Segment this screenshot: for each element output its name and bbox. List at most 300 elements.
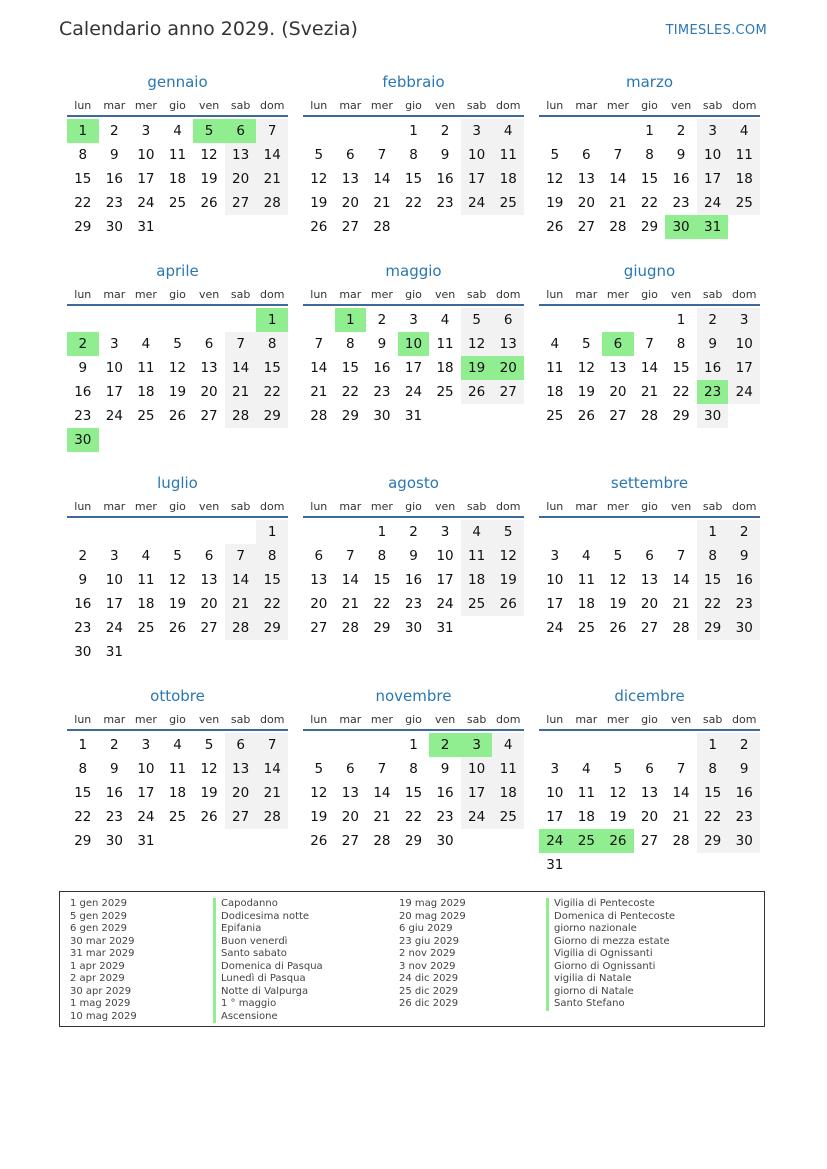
day-cell: 3	[440, 524, 450, 540]
day-cell: 4	[141, 548, 151, 564]
day-cell: 13	[341, 171, 359, 187]
day-cell: 3	[697, 119, 729, 143]
day-cell: 10	[461, 757, 493, 781]
weekday-label: dom	[731, 500, 757, 513]
holiday-day: 3	[461, 733, 493, 757]
day-cell: 5	[173, 548, 182, 564]
day-cell: 19	[310, 809, 328, 825]
legend-date: 20 mag 2029	[399, 910, 466, 922]
day-cell: 13	[640, 785, 659, 801]
weekday-label: mer	[370, 288, 393, 301]
month-divider	[539, 516, 760, 518]
day-cell: 24	[697, 191, 729, 215]
day-cell: 7	[676, 761, 686, 777]
day-cell: 28	[341, 620, 359, 636]
day-cell: 13	[310, 572, 328, 588]
month-divider	[303, 304, 524, 306]
weekday-label: ven	[670, 288, 692, 301]
day-cell: 4	[173, 737, 182, 753]
day-cell: 9	[728, 544, 760, 568]
day-cell: 18	[168, 171, 187, 187]
holiday-day: 1	[256, 308, 288, 332]
day-cell: 15	[404, 785, 423, 801]
month-divider	[539, 304, 760, 306]
day-cell: 13	[200, 572, 218, 588]
day-cell: 21	[640, 384, 659, 400]
day-cell: 5	[582, 336, 591, 352]
day-cell: 25	[728, 191, 760, 215]
holiday-day: 31	[697, 215, 729, 239]
day-cell: 15	[74, 171, 92, 187]
weekday-label: gio	[405, 713, 422, 726]
month-name: aprile	[156, 262, 199, 280]
holiday-day: 24	[539, 829, 571, 853]
day-cell: 5	[492, 520, 524, 544]
day-cell: 11	[577, 572, 595, 588]
day-cell: 27	[341, 219, 359, 235]
day-cell: 24	[404, 384, 423, 400]
day-cell: 22	[74, 195, 92, 211]
day-cell: 28	[640, 408, 659, 424]
day-cell: 23	[728, 805, 760, 829]
day-cell: 28	[373, 833, 391, 849]
month-name: novembre	[375, 687, 452, 705]
day-cell: 27	[200, 620, 218, 636]
day-cell: 16	[672, 171, 690, 187]
day-cell: 28	[373, 219, 391, 235]
day-cell: 7	[256, 119, 288, 143]
weekday-label: ven	[198, 500, 220, 513]
day-cell: 18	[461, 568, 493, 592]
day-cell: 22	[697, 592, 729, 616]
day-cell: 10	[137, 761, 155, 777]
day-cell: 17	[404, 360, 423, 376]
day-cell: 16	[105, 171, 123, 187]
day-cell: 14	[256, 757, 288, 781]
day-cell: 8	[346, 336, 355, 352]
weekday-label: dom	[731, 99, 757, 112]
day-cell: 21	[373, 195, 391, 211]
legend-date: 26 dic 2029	[399, 998, 459, 1009]
day-cell: 30	[105, 219, 123, 235]
day-cell: 17	[461, 781, 493, 805]
weekday-label: lun	[74, 99, 92, 112]
day-cell: 2	[78, 548, 88, 564]
day-cell: 4	[141, 336, 151, 352]
weekday-label: gio	[641, 500, 658, 513]
weekday-label: lun	[74, 713, 92, 726]
day-cell: 26	[168, 620, 187, 636]
day-cell: 2	[728, 520, 760, 544]
day-cell: 26	[461, 380, 493, 404]
day-cell: 27	[225, 191, 257, 215]
day-cell: 16	[105, 785, 123, 801]
holiday-day: 2	[429, 733, 461, 757]
day-cell: 28	[310, 408, 328, 424]
month-name: maggio	[385, 262, 442, 280]
day-cell: 17	[436, 572, 454, 588]
day-cell: 26	[200, 809, 218, 825]
day-cell: 4	[582, 761, 591, 777]
day-cell: 17	[105, 596, 123, 612]
day-cell: 10	[697, 143, 729, 167]
day-cell: 3	[461, 119, 493, 143]
day-cell: 30	[105, 833, 123, 849]
day-cell: 1	[78, 737, 88, 753]
day-cell: 5	[613, 548, 623, 564]
day-cell: 1	[676, 312, 686, 328]
weekday-label: gio	[169, 713, 186, 726]
day-cell: 16	[74, 596, 92, 612]
day-cell: 16	[404, 572, 423, 588]
day-cell: 15	[256, 356, 288, 380]
day-cell: 7	[676, 548, 686, 564]
day-cell: 30	[74, 644, 92, 660]
day-cell: 20	[640, 809, 659, 825]
day-cell: 20	[225, 167, 257, 191]
day-cell: 16	[697, 356, 729, 380]
weekday-label: dom	[495, 99, 521, 112]
day-cell: 21	[341, 596, 359, 612]
day-cell: 15	[74, 785, 92, 801]
day-cell: 27	[225, 805, 257, 829]
day-cell: 27	[640, 620, 659, 636]
legend-date: 25 dic 2029	[399, 985, 459, 997]
day-cell: 7	[225, 332, 257, 356]
day-cell: 25	[168, 809, 187, 825]
day-cell: 20	[577, 195, 595, 211]
day-cell: 15	[341, 360, 359, 376]
day-cell: 24	[461, 191, 493, 215]
legend-date: 19 mag 2029	[399, 898, 466, 909]
day-cell: 31	[546, 857, 564, 873]
weekday-label: ven	[434, 713, 456, 726]
day-cell: 25	[461, 592, 493, 616]
day-cell: 26	[577, 408, 595, 424]
day-cell: 6	[346, 147, 355, 163]
legend-date: 3 nov 2029	[399, 960, 456, 972]
day-cell: 24	[105, 620, 123, 636]
day-cell: 16	[74, 384, 92, 400]
day-cell: 7	[346, 548, 355, 564]
legend-holiday-name: Lunedì di Pasqua	[213, 973, 323, 986]
holiday-day: 6	[602, 332, 634, 356]
weekday-label: mer	[606, 288, 629, 301]
legend-holiday-name: Vigilia di Pentecoste	[546, 898, 675, 911]
day-cell: 23	[436, 809, 454, 825]
day-cell: 7	[377, 147, 387, 163]
day-cell: 6	[346, 761, 355, 777]
day-cell: 2	[409, 524, 418, 540]
day-cell: 10	[436, 548, 454, 564]
day-cell: 23	[105, 195, 123, 211]
day-cell: 10	[728, 332, 760, 356]
month-name: agosto	[388, 474, 439, 492]
day-cell: 29	[373, 620, 391, 636]
day-cell: 13	[577, 171, 595, 187]
weekday-label: mer	[134, 99, 157, 112]
day-cell: 23	[672, 195, 690, 211]
weekday-label: dom	[731, 713, 757, 726]
legend-date: 31 mar 2029	[70, 948, 135, 959]
day-cell: 25	[492, 805, 524, 829]
day-cell: 20	[225, 781, 257, 805]
day-cell: 12	[609, 785, 627, 801]
weekday-label: gio	[405, 99, 422, 112]
day-cell: 28	[256, 805, 288, 829]
day-cell: 25	[137, 620, 155, 636]
day-cell: 8	[676, 336, 686, 352]
day-cell: 27	[577, 219, 595, 235]
day-cell: 26	[310, 219, 328, 235]
weekday-label: sab	[230, 713, 251, 726]
day-cell: 6	[204, 548, 214, 564]
weekday-label: lun	[546, 288, 564, 301]
day-cell: 17	[728, 356, 760, 380]
weekday-label: sab	[466, 500, 487, 513]
day-cell: 2	[110, 737, 119, 753]
day-cell: 4	[492, 119, 524, 143]
weekday-label: mar	[575, 99, 598, 112]
day-cell: 5	[204, 737, 214, 753]
page-title: Calendario anno 2029. (Svezia)	[59, 18, 358, 40]
day-cell: 9	[110, 761, 119, 777]
weekday-label: mer	[606, 500, 629, 513]
day-cell: 1	[697, 733, 729, 757]
day-cell: 13	[640, 572, 659, 588]
day-cell: 28	[225, 404, 257, 428]
day-cell: 21	[310, 384, 328, 400]
day-cell: 8	[409, 761, 418, 777]
holiday-day: 1	[335, 308, 367, 332]
day-cell: 2	[377, 312, 387, 328]
weekday-label: mer	[606, 99, 629, 112]
legend-holiday-name: Dodicesima notte	[213, 911, 323, 924]
day-cell: 14	[609, 171, 627, 187]
day-cell: 21	[672, 809, 690, 825]
weekday-label: dom	[259, 500, 285, 513]
day-cell: 4	[173, 123, 182, 139]
day-cell: 12	[609, 572, 627, 588]
weekday-label: ven	[434, 500, 456, 513]
holiday-day: 5	[193, 119, 225, 143]
day-cell: 27	[341, 833, 359, 849]
day-cell: 1	[645, 123, 654, 139]
day-cell: 17	[137, 171, 155, 187]
day-cell: 9	[110, 147, 119, 163]
day-cell: 15	[640, 171, 659, 187]
day-cell: 5	[314, 147, 324, 163]
day-cell: 19	[310, 195, 328, 211]
weekday-label: mar	[339, 713, 362, 726]
day-cell: 5	[173, 336, 182, 352]
day-cell: 14	[341, 572, 359, 588]
holiday-day: 26	[602, 829, 634, 853]
day-cell: 13	[492, 332, 524, 356]
day-cell: 18	[168, 785, 187, 801]
day-cell: 3	[110, 336, 119, 352]
month-divider	[303, 516, 524, 518]
day-cell: 19	[200, 171, 218, 187]
day-cell: 27	[310, 620, 328, 636]
weekday-label: gio	[169, 99, 186, 112]
day-cell: 20	[200, 384, 218, 400]
month-divider	[67, 516, 288, 518]
weekday-label: lun	[310, 713, 328, 726]
weekday-label: dom	[495, 500, 521, 513]
holiday-day: 20	[492, 356, 524, 380]
day-cell: 18	[492, 781, 524, 805]
weekday-label: sab	[702, 500, 723, 513]
day-cell: 19	[492, 568, 524, 592]
day-cell: 4	[492, 733, 524, 757]
day-cell: 28	[609, 219, 627, 235]
day-cell: 4	[461, 520, 493, 544]
day-cell: 19	[609, 809, 627, 825]
day-cell: 24	[461, 805, 493, 829]
weekday-label: ven	[198, 99, 220, 112]
day-cell: 3	[550, 548, 560, 564]
weekday-label: sab	[466, 99, 487, 112]
day-cell: 1	[409, 123, 418, 139]
weekday-label: mer	[134, 500, 157, 513]
day-cell: 25	[546, 408, 564, 424]
day-cell: 6	[582, 147, 591, 163]
day-cell: 29	[697, 829, 729, 853]
day-cell: 9	[440, 761, 450, 777]
day-cell: 8	[697, 544, 729, 568]
legend-names-right	[546, 898, 675, 1011]
month-name: gennaio	[147, 73, 208, 91]
day-cell: 14	[225, 568, 257, 592]
day-cell: 18	[577, 596, 595, 612]
day-cell: 6	[225, 733, 257, 757]
day-cell: 29	[74, 833, 92, 849]
legend-holiday-name: Giorno di Ognissanti	[546, 961, 675, 974]
day-cell: 16	[728, 781, 760, 805]
day-cell: 15	[256, 568, 288, 592]
day-cell: 25	[492, 191, 524, 215]
day-cell: 23	[74, 408, 92, 424]
day-cell: 22	[341, 384, 359, 400]
month-name: settembre	[610, 474, 689, 492]
day-cell: 10	[546, 572, 564, 588]
weekday-label: sab	[466, 713, 487, 726]
weekday-label: gio	[641, 288, 658, 301]
weekday-label: sab	[702, 99, 723, 112]
weekday-label: ven	[670, 99, 692, 112]
day-cell: 23	[74, 620, 92, 636]
weekday-label: mar	[575, 500, 598, 513]
day-cell: 21	[225, 592, 257, 616]
day-cell: 26	[168, 408, 187, 424]
month-name: febbraio	[382, 73, 445, 91]
weekday-label: mar	[103, 713, 126, 726]
day-cell: 1	[377, 524, 387, 540]
day-cell: 26	[546, 219, 564, 235]
weekday-label: mar	[339, 288, 362, 301]
month-divider	[539, 729, 760, 731]
day-cell: 28	[672, 833, 690, 849]
day-cell: 12	[310, 785, 328, 801]
day-cell: 2	[110, 123, 119, 139]
weekday-label: ven	[670, 500, 692, 513]
legend-date: 30 mar 2029	[70, 935, 135, 947]
day-cell: 20	[341, 809, 359, 825]
day-cell: 20	[200, 596, 218, 612]
day-cell: 20	[640, 596, 659, 612]
day-cell: 9	[697, 332, 729, 356]
day-cell: 2	[728, 733, 760, 757]
weekday-label: ven	[198, 713, 220, 726]
day-cell: 13	[341, 785, 359, 801]
day-cell: 27	[640, 833, 659, 849]
day-cell: 11	[546, 360, 564, 376]
day-cell: 27	[492, 380, 524, 404]
day-cell: 6	[645, 761, 654, 777]
day-cell: 29	[74, 219, 92, 235]
weekday-label: dom	[259, 99, 285, 112]
day-cell: 30	[373, 408, 391, 424]
legend-date: 10 mag 2029	[70, 1010, 137, 1022]
day-cell: 29	[672, 408, 690, 424]
legend-dates-right	[399, 898, 466, 1011]
weekday-label: gio	[405, 500, 422, 513]
day-cell: 10	[461, 143, 493, 167]
day-cell: 8	[377, 548, 387, 564]
day-cell: 24	[728, 380, 760, 404]
day-cell: 22	[640, 195, 659, 211]
legend-date: 30 apr 2029	[70, 985, 132, 997]
weekday-label: mar	[575, 713, 598, 726]
day-cell: 14	[373, 785, 391, 801]
legend-date: 24 dic 2029	[399, 973, 459, 984]
month-divider	[303, 729, 524, 731]
weekday-label: sab	[230, 500, 251, 513]
weekday-label: mar	[339, 500, 362, 513]
legend-holiday-name: 1 ° maggio	[213, 998, 323, 1011]
site-link[interactable]: TIMESLES.COM	[665, 23, 767, 38]
day-cell: 18	[137, 596, 155, 612]
day-cell: 31	[105, 644, 123, 660]
day-cell: 29	[256, 404, 288, 428]
day-cell: 23	[105, 809, 123, 825]
day-cell: 31	[137, 833, 155, 849]
day-cell: 15	[373, 572, 391, 588]
legend-holiday-name: Vigilia di Ognissanti	[546, 948, 675, 961]
day-cell: 15	[697, 568, 729, 592]
day-cell: 21	[373, 809, 391, 825]
day-cell: 5	[550, 147, 560, 163]
legend-dates-left	[70, 898, 137, 1023]
day-cell: 8	[697, 757, 729, 781]
day-cell: 11	[436, 336, 454, 352]
day-cell: 23	[728, 592, 760, 616]
day-cell: 25	[577, 620, 595, 636]
weekday-label: mer	[370, 500, 393, 513]
day-cell: 13	[225, 757, 257, 781]
weekday-label: mar	[575, 288, 598, 301]
holiday-day: 25	[571, 829, 603, 853]
day-cell: 11	[168, 147, 187, 163]
weekday-label: lun	[310, 288, 328, 301]
legend-holiday-name: giorno di Natale	[546, 986, 675, 999]
holiday-day: 30	[67, 428, 99, 452]
day-cell: 13	[609, 360, 627, 376]
day-cell: 21	[225, 380, 257, 404]
month-divider	[67, 729, 288, 731]
legend-holiday-name: Giorno di mezza estate	[546, 936, 675, 949]
